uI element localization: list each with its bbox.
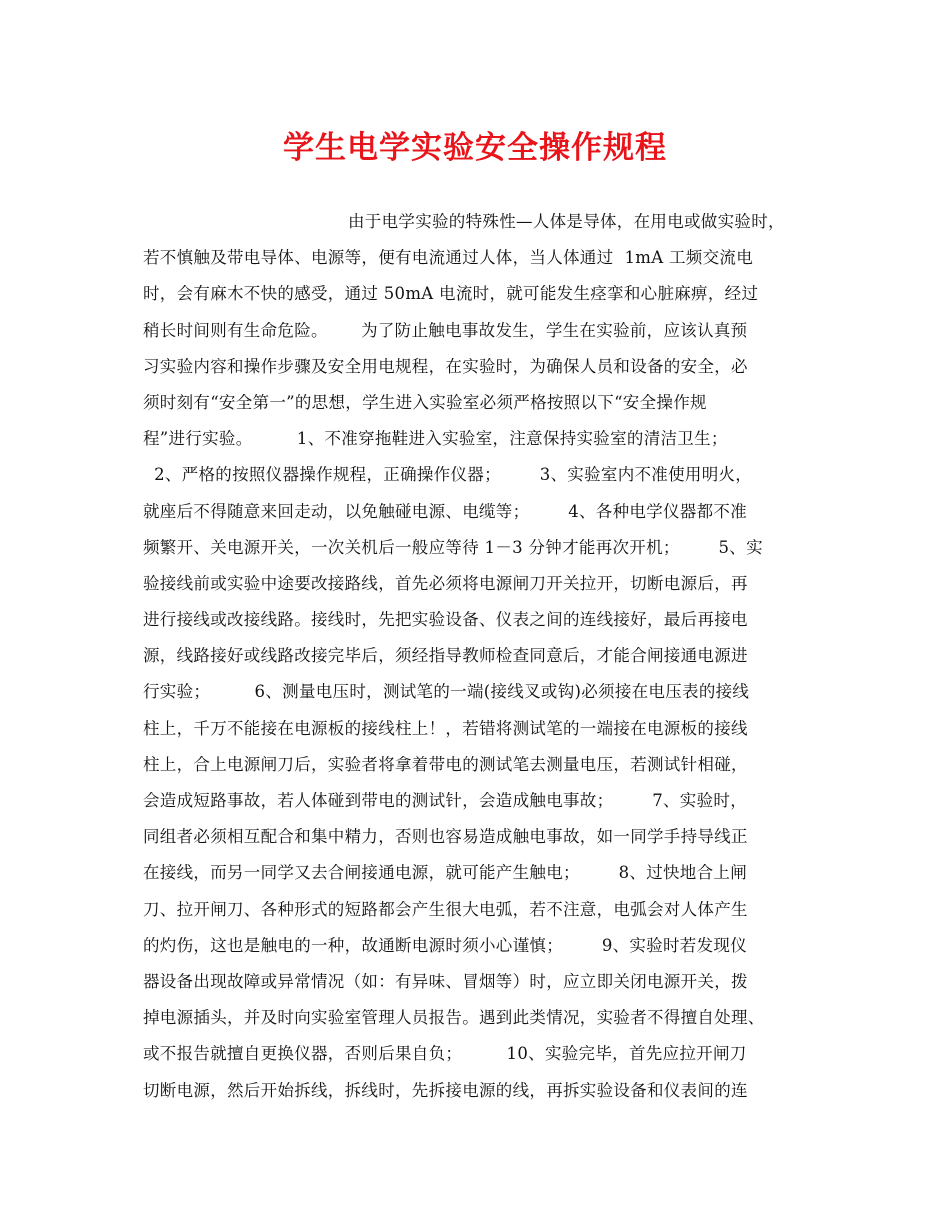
body-text bbox=[143, 204, 833, 1109]
body-line: 验接线前或实验中途要改接路线，首先必须将电源闸刀开关拉开，切断电源后，再 bbox=[143, 573, 748, 593]
body-line: 器设备出现故障或异常情况（如：有异味、冒烟等）时，应立即关闭电源开关，拨 bbox=[143, 971, 748, 991]
body-line: 进行接线或改接线路。接线时，先把实验设备、仪表之间的连线接好，最后再接电 bbox=[143, 610, 748, 630]
body-line: 同组者必须相互配合和集中精力，否则也容易造成触电事故，如一同学手持导线正 bbox=[143, 827, 748, 847]
body-line: 刀、拉开闸刀、各种形式的短路都会产生很大电弧，若不注意，电弧会对人体产生 bbox=[143, 899, 748, 919]
body-line: 或不报告就擅自更换仪器，否则后果自负； 10、实验完毕，首先应拉开闸刀 bbox=[143, 1044, 747, 1064]
body-line: 切断电源，然后开始拆线，拆线时，先拆接电源的线，再拆实验设备和仪表间的连 bbox=[143, 1080, 748, 1100]
body-line: 2、严格的按照仪器操作规程，正确操作仪器； 3、实验室内不准使用明火， bbox=[143, 465, 753, 485]
body-line: 柱上，千万不能接在电源板的接线柱上！，若错将测试笔的一端接在电源板的接线 bbox=[143, 718, 748, 738]
page-title: 学生电学实验安全操作规程 bbox=[283, 130, 667, 166]
body-line: 掉电源插头，并及时向实验室管理人员报告。遇到此类情况，实验者不得擅自处理、 bbox=[143, 1008, 765, 1028]
body-line: 程”进行实验。 1、不准穿拖鞋进入实验室，注意保持实验室的清洁卫生； bbox=[143, 429, 728, 449]
body-line: 频繁开、关电源开关，一次关机后一般应等待 1－3 分钟才能再次开机； 5、实 bbox=[143, 537, 763, 557]
body-line: 时，会有麻木不快的感受，通过 50mA 电流时，就可能发生痉挛和心脏麻痹，经过 bbox=[143, 284, 759, 304]
body-line: 就座后不得随意来回走动，以免触碰电源、电缆等； 4、各种电学仪器都不准 bbox=[143, 501, 748, 521]
body-line: 行实验； 6、测量电压时，测试笔的一端(接线叉或钩)必须接在电压表的接线 bbox=[143, 682, 750, 702]
body-line: 由于电学实验的特殊性—人体是导体，在用电或做实验时， bbox=[348, 212, 785, 231]
body-line: 源，线路接好或线路改接完毕后，须经指导教师检查同意后，才能合闸接通电源进 bbox=[143, 646, 748, 666]
body-line: 柱上，合上电源闸刀后，实验者将拿着带电的测试笔去测量电压，若测试针相碰， bbox=[143, 754, 748, 774]
body-line: 习实验内容和操作步骤及安全用电规程，在实验时，为确保人员和设备的安全，必 bbox=[143, 356, 748, 376]
body-line: 在接线，而另一同学又去合闸接通电源，就可能产生触电； 8、过快地合上闸 bbox=[143, 863, 748, 883]
body-line: 的灼伤，这也是触电的一种，故通断电源时须小心谨慎； 9、实验时若发现仪 bbox=[143, 935, 748, 955]
body-line: 稍长时间则有生命危险。 为了防止触电事故发生，学生在实验前，应该认真预 bbox=[143, 320, 748, 340]
body-line: 会造成短路事故，若人体碰到带电的测试针，会造成触电事故； 7、实验时， bbox=[143, 791, 748, 810]
body-line: 须时刻有“安全第一”的思想，学生进入实验室必须严格按照以下“安全操作规 bbox=[143, 392, 707, 412]
body-line: 若不慎触及带电导体、电源等，便有电流通过人体，当人体通过 1mA 工频交流电 bbox=[143, 248, 753, 268]
